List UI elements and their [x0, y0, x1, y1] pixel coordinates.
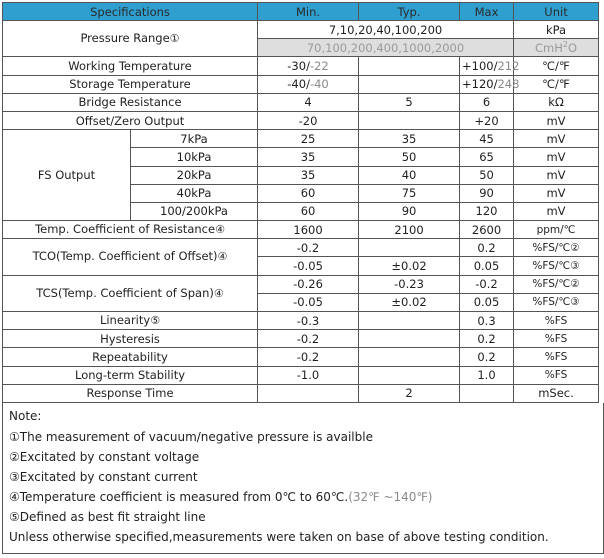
fs-range: 20kPa	[131, 166, 258, 184]
pressure-cmh2o-values: 70,100,200,400,1000,2000	[258, 39, 514, 57]
tcs-unit: %FS/℃③	[514, 293, 599, 311]
bridge-min: 4	[258, 93, 359, 111]
table-row	[3, 312, 599, 330]
working-temp-max: +100/212	[460, 57, 514, 75]
fs-max: 50	[460, 166, 514, 184]
fs-typ: 90	[359, 202, 460, 220]
fs-min: 35	[258, 148, 359, 166]
working-temp-min: -30/-22	[258, 57, 359, 75]
tcs-typ: -0.23	[359, 275, 460, 293]
tcs-min: -0.05	[258, 293, 359, 311]
response-min	[258, 384, 359, 402]
offset-max: +20	[460, 111, 514, 129]
stability-label: Long-term Stability	[3, 366, 258, 384]
response-max	[460, 384, 514, 402]
fs-max: 90	[460, 184, 514, 202]
fs-output-label: FS Output	[3, 130, 131, 221]
table-row	[3, 275, 599, 293]
response-unit: mSec.	[514, 384, 599, 402]
hysteresis-label: Hysteresis	[3, 330, 258, 348]
storage-temp-label: Storage Temperature	[3, 75, 258, 93]
fs-max: 65	[460, 148, 514, 166]
fs-unit: mV	[514, 148, 599, 166]
tcs-typ: ±0.02	[359, 293, 460, 311]
note-6: Unless otherwise specified,measurements were taken on base of above testing condition.	[9, 529, 549, 544]
fs-min: 35	[258, 166, 359, 184]
note-1: ①The measurement of vacuum/negative pressure is availble	[9, 429, 373, 444]
table-row	[3, 57, 599, 75]
tcs-max: 0.05	[460, 293, 514, 311]
stability-max: 1.0	[460, 366, 514, 384]
tco-min: -0.05	[258, 257, 359, 275]
fs-unit: mV	[514, 166, 599, 184]
fs-range: 100/200kPa	[131, 202, 258, 220]
fs-max: 45	[460, 130, 514, 148]
header-specifications: Specifications	[3, 3, 258, 21]
spec-sheet	[2, 2, 598, 554]
working-temp-unit: ℃/℉	[514, 57, 599, 75]
bridge-resistance-label: Bridge Resistance	[3, 93, 258, 111]
tcr-typ: 2100	[359, 221, 460, 239]
tco-min: -0.2	[258, 239, 359, 257]
repeatability-max: 0.2	[460, 348, 514, 366]
fs-unit: mV	[514, 130, 599, 148]
pressure-kpa-unit: kPa	[514, 21, 599, 39]
bridge-max: 6	[460, 93, 514, 111]
tco-label: TCO(Temp. Coefficient of Offset)④	[3, 239, 258, 275]
tcr-unit: ppm/℃	[514, 221, 599, 239]
linearity-label: Linearity⑤	[3, 312, 258, 330]
repeatability-typ	[359, 348, 460, 366]
offset-min: -20	[258, 111, 359, 129]
table-row	[3, 348, 599, 366]
tco-max: 0.05	[460, 257, 514, 275]
linearity-unit: %FS	[514, 312, 599, 330]
header-typ: Typ.	[359, 3, 460, 21]
storage-temp-max: +120/248	[460, 75, 514, 93]
tcs-unit: %FS/℃②	[514, 275, 599, 293]
pressure-cmh2o-unit: CmH$^2$O	[514, 39, 599, 57]
fs-unit: mV	[514, 184, 599, 202]
tcr-max: 2600	[460, 221, 514, 239]
pressure-range-label: Pressure Range①	[3, 21, 258, 57]
stability-unit: %FS	[514, 366, 599, 384]
table-row	[3, 239, 599, 257]
storage-temp-min: -40/-40	[258, 75, 359, 93]
fs-range: 7kPa	[131, 130, 258, 148]
response-label: Response Time	[3, 384, 258, 402]
tco-max: 0.2	[460, 239, 514, 257]
fs-min: 25	[258, 130, 359, 148]
repeatability-unit: %FS	[514, 348, 599, 366]
hysteresis-typ	[359, 330, 460, 348]
bridge-typ: 5	[359, 93, 460, 111]
fs-max: 120	[460, 202, 514, 220]
fs-typ: 75	[359, 184, 460, 202]
header-unit: Unit	[514, 3, 599, 21]
tcr-label: Temp. Coefficient of Resistance④	[3, 221, 258, 239]
table-row	[3, 366, 599, 384]
working-temp-label: Working Temperature	[3, 57, 258, 75]
pressure-kpa-values: 7,10,20,40,100,200	[258, 21, 514, 39]
fs-unit: mV	[514, 202, 599, 220]
response-typ: 2	[359, 384, 460, 402]
table-row	[3, 75, 599, 93]
notes-title: Note:	[9, 408, 42, 423]
table-row	[3, 221, 599, 239]
table-row	[3, 384, 599, 402]
spec-table	[2, 2, 599, 403]
storage-temp-unit: ℃/℉	[514, 75, 599, 93]
offset-unit: mV	[514, 111, 599, 129]
fs-typ: 35	[359, 130, 460, 148]
fs-min: 60	[258, 202, 359, 220]
hysteresis-unit: %FS	[514, 330, 599, 348]
header-min: Min.	[258, 3, 359, 21]
repeatability-label: Repeatability	[3, 348, 258, 366]
offset-label: Offset/Zero Output	[3, 111, 258, 129]
tco-unit: %FS/℃③	[514, 257, 599, 275]
notes-section	[2, 403, 604, 554]
linearity-typ	[359, 312, 460, 330]
note-2: ②Excitated by constant voltage	[9, 449, 200, 464]
hysteresis-max: 0.2	[460, 330, 514, 348]
table-row	[3, 330, 599, 348]
note-5: ⑤Defined as best fit straight line	[9, 509, 206, 524]
note-4: ④Temperature coefficient is measured from 0℃ to 60℃.(32℉ ~140℉)	[9, 489, 433, 504]
table-row	[3, 21, 599, 39]
linearity-min: -0.3	[258, 312, 359, 330]
storage-temp-typ	[359, 75, 460, 93]
linearity-max: 0.3	[460, 312, 514, 330]
tcs-min: -0.26	[258, 275, 359, 293]
table-row	[3, 130, 599, 148]
stability-min: -1.0	[258, 366, 359, 384]
fs-min: 60	[258, 184, 359, 202]
bridge-unit: kΩ	[514, 93, 599, 111]
repeatability-min: -0.2	[258, 348, 359, 366]
tcs-label: TCS(Temp. Coefficient of Span)④	[3, 275, 258, 311]
table-row	[3, 111, 599, 129]
offset-typ	[359, 111, 460, 129]
fs-typ: 40	[359, 166, 460, 184]
tco-typ: ±0.02	[359, 257, 460, 275]
tcs-max: -0.2	[460, 275, 514, 293]
stability-typ	[359, 366, 460, 384]
tco-typ	[359, 239, 460, 257]
table-header-row	[3, 3, 599, 21]
fs-range: 40kPa	[131, 184, 258, 202]
hysteresis-min: -0.2	[258, 330, 359, 348]
header-max: Max	[460, 3, 514, 21]
tcr-min: 1600	[258, 221, 359, 239]
working-temp-typ	[359, 57, 460, 75]
table-row	[3, 93, 599, 111]
note-3: ③Excitated by constant current	[9, 469, 198, 484]
fs-typ: 50	[359, 148, 460, 166]
fs-range: 10kPa	[131, 148, 258, 166]
tco-unit: %FS/℃②	[514, 239, 599, 257]
